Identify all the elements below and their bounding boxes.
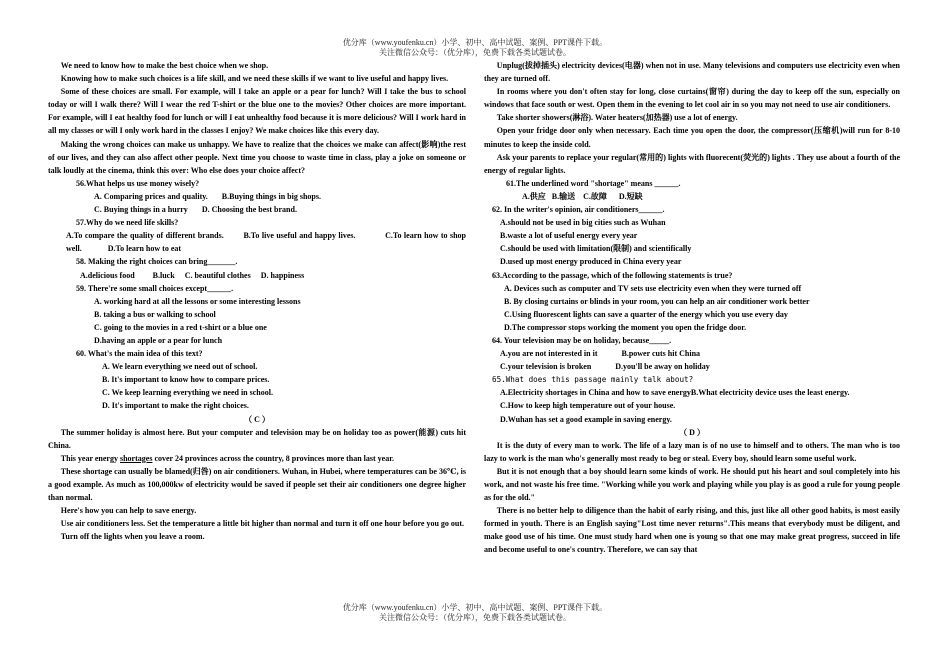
- question-65: 65.What does this passage mainly talk about?: [492, 375, 694, 385]
- passage-d-para-3: There is no better help to diligence than the habit of early rising, and this, just like all other good habits, is most easily formed in youth. There is an English saying"Lost time never returns".This means that everybody must be diligent, and make good use of his time. One must study hard when one is young so that one may make great progress, succeed in life and become useful to one's country. Therefore, we can say that: [484, 506, 900, 555]
- question-57: 57.Why do we need life skills?: [76, 218, 179, 228]
- option-62d: D.used up most energy produced in China every year: [500, 257, 682, 267]
- option-58c: C. beautiful clothes: [184, 270, 251, 280]
- option-56c: C. Buying things in a hurry: [94, 205, 188, 215]
- passage-c-para-2-end: cover 24 provinces across the country, 8 provinces more than last year.: [152, 453, 395, 463]
- option-62a: A.should not be used in big cities such as Wuhan: [500, 218, 666, 228]
- passage-b-para-3: Some of these choices are small. For example, will I take an apple or a pear for lunch? Will I take the bus to school today or will I walk there? Will I wear the red T-shirt or the blue one to the movies? Other choices are more important. For example, will I eat healthy food for lunch or will I eat unhealthy food because it is more delicious? Will I work hard in all my classes or will I only work hard in the classes I enjoy? We make choices like this every day.: [48, 87, 466, 136]
- option-65c: C.How to keep high temperature out of your house.: [500, 401, 676, 411]
- option-65b: B.What electricity device uses the least energy.: [690, 388, 850, 398]
- question-60: 60. What's the main idea of this text?: [76, 349, 203, 359]
- right-column: [484, 59, 900, 557]
- page-header: [0, 38, 950, 58]
- question-63: 63.According to the passage, which of the following statements is true?: [492, 270, 733, 280]
- underlined-word-shortages: shortages: [119, 453, 153, 463]
- section-d-title: （ D ）: [679, 427, 705, 437]
- passage-d-para-2: But it is not enough that a boy should learn some kinds of work. He should put his heart and soul completely into his work, and not waste his free time. "Working while you work and playing while you play is as good a rule for young people as for the old.": [484, 466, 900, 503]
- question-58: 58. Making the right choices can bring_______.: [76, 257, 238, 267]
- option-57d: D.To learn how to eat: [107, 244, 182, 254]
- option-64d: D.you'll be away on holiday: [615, 362, 710, 372]
- option-60d: D. It's important to make the right choices.: [102, 401, 249, 411]
- section-c-title: （ C ）: [244, 414, 270, 424]
- option-63b: B. By closing curtains or blinds in your room, you can help an air conditioner work better: [504, 296, 810, 306]
- option-59a: A. working hard at all the lessons or some interesting lessons: [94, 296, 301, 306]
- question-65-options-ab: [484, 386, 900, 399]
- option-60c: C. We keep learning everything we need in school.: [102, 388, 273, 398]
- option-63c: C.Using fluorescent lights can save a quarter of the energy which you use every day: [504, 309, 788, 319]
- question-59: 59. There're some small choices except______.: [76, 283, 234, 293]
- passage-c-para-2-start: This year energy: [60, 453, 120, 463]
- option-63d: D.The compressor stops working the moment you open the fridge door.: [504, 322, 747, 332]
- passage-c-para-5: Use air conditioners less. Set the temperature a little bit higher than normal and turn it off one hour before you go out.: [60, 519, 465, 529]
- header-line-2: 关注微信公众号：（优分库），免费下载各类试题试卷。: [379, 48, 571, 57]
- passage-c-para-1: The summer holiday is almost here. But your computer and television may be on holiday too as power(能源) cuts hit China.: [48, 427, 466, 450]
- option-59b: B. taking a bus or walking to school: [94, 309, 216, 319]
- option-65d: D.Wuhan has set a good example in saving energy.: [500, 414, 672, 424]
- passage-b-para-4: Making the wrong choices can make us unhappy. We have to realize that the choices we make can affect(影响)the rest of our lives, and they can also affect other people. Next time you choose to waste time in class, play a joke on someone or talk loudly at the cinema, think this over: Who else does your choice affect?: [48, 139, 466, 175]
- passage-c-para-4: Here's how you can help to save energy.: [60, 506, 197, 516]
- passage-c-para-9: Take shorter showers(淋浴). Water heaters(加热器) use a lot of energy.: [496, 113, 738, 123]
- option-60a: A. We learn everything we need out of school.: [102, 362, 258, 372]
- question-56-options-ab: [48, 190, 466, 203]
- option-58d: D. happiness: [260, 270, 305, 280]
- passage-c-para-10: Open your fridge door only when necessary. Each time you open the door, the compressor(压缩机)will run for 8-10 minutes to keep the inside cold.: [484, 126, 900, 149]
- option-59d: D.having an apple or a pear for lunch: [94, 335, 223, 345]
- passage-b-para-2: Knowing how to make such choices is a life skill, and we need these skills if we want to live useful and happy lives.: [60, 74, 449, 84]
- option-60b: B. It's important to know how to compare prices.: [102, 375, 270, 385]
- option-56d: D. Choosing the best brand.: [201, 205, 297, 215]
- option-58a: A.delicious food: [80, 270, 135, 280]
- option-57b: B.To live useful and happy lives.: [243, 231, 356, 241]
- option-58b: B.luck: [152, 270, 175, 280]
- passage-d-para-1: It is the duty of every man to work. The life of a lazy man is of no use to himself and to others. The man who is too lazy to work is the man who's generally most ready to beg or steal. Every boy, should learn some useful work.: [484, 440, 900, 463]
- option-61b: B.输送: [551, 191, 576, 201]
- option-62b: B.waste a lot of useful energy every year: [500, 231, 638, 241]
- option-61a: A.供应: [522, 191, 546, 201]
- question-58-options: [48, 269, 466, 282]
- option-57a: A.To compare the quality of different brands.: [66, 231, 224, 241]
- option-56a: A. Comparing prices and quality.: [94, 191, 208, 201]
- passage-c-para-8: In rooms where you don't often stay for long, close curtains(窗帘) during the day to keep off the sun, especially on windows that face south or west. Open them in the evening to let cool air in so you may not need to use air conditioners.: [484, 87, 900, 110]
- passage-c-para-6: Turn off the lights when you leave a room.: [60, 532, 205, 542]
- option-57c: C.To learn how to shop well.: [66, 231, 467, 254]
- passage-c-para-7: Unplug(拔掉插头) electricity devices(电器) when not in use. Many televisions and computers use electricity even when they are turned off.: [484, 61, 900, 84]
- passage-c-para-11: Ask your parents to replace your regular(常用的) lights with fluorecent(荧光的) lights . They use about a fourth of the energy of regular lights.: [484, 152, 900, 175]
- footer-line-2: 关注微信公众号：（优分库），免费下载各类试题试卷。: [379, 613, 571, 622]
- left-column: [48, 59, 466, 543]
- question-64-options-cd: [484, 360, 900, 373]
- option-64a: A.you are not interested in it: [500, 349, 598, 359]
- option-62c: C.should be used with limitation(限制) and scientifically: [500, 244, 692, 254]
- option-64b: B.power cuts hit China: [621, 349, 701, 359]
- question-61: 61.The underlined word "shortage" means ______.: [506, 178, 681, 188]
- option-61d: D.短缺: [618, 191, 643, 201]
- question-56-options-cd: [48, 203, 466, 216]
- header-line-1: 优分库（www.youfenku.cn）小学、初中、高中试题、案例、PPT课件下载。: [342, 38, 608, 47]
- option-64c: C.your television is broken: [500, 362, 592, 372]
- question-64: 64. Your television may be on holiday, because_____.: [492, 335, 672, 345]
- footer-line-1: 优分库（www.youfenku.cn）小学、初中、高中试题、案例、PPT课件下载。: [342, 603, 608, 612]
- question-62: 62. In the writer's opinion, air conditioners______.: [492, 205, 665, 215]
- option-59c: C. going to the movies in a red t-shirt or a blue one: [94, 322, 267, 332]
- passage-b-para-1: We need to know how to make the best choice when we shop.: [60, 61, 269, 70]
- passage-c-para-3: These shortage can usually be blamed(归咎) on air conditioners. Wuhan, in Hubei, where temperatures can be 36℃, is a good example. As much as 100,000kw of electricity would be saved if people set their air conditioners one degree higher than normal.: [48, 466, 466, 503]
- option-65a: A.Electricity shortages in China and how to save energy: [500, 388, 691, 398]
- question-61-options: [484, 190, 900, 203]
- page-footer: [0, 603, 950, 623]
- option-56b: B.Buying things in big shops.: [221, 191, 321, 201]
- question-64-options-ab: [484, 347, 900, 360]
- option-63a: A. Devices such as computer and TV sets use electricity even when they were turned off: [504, 283, 802, 293]
- option-61c: C.故障: [583, 191, 607, 201]
- passage-c-para-2: [48, 452, 466, 465]
- question-57-options: [48, 229, 466, 255]
- question-56: 56.What helps us use money wisely?: [76, 178, 200, 188]
